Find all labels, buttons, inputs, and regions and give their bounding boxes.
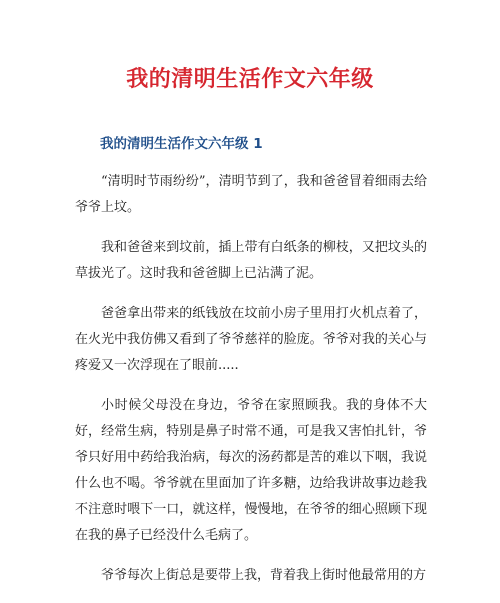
paragraph: “清明时节雨纷纷”，清明节到了，我和爸爸冒着细雨去给爷爷上坟。	[75, 174, 427, 215]
document-body	[75, 169, 427, 603]
document-title: 我的清明生活作文六年级	[126, 67, 374, 92]
section-heading: 我的清明生活作文六年级 1	[100, 136, 263, 152]
paragraph: 我和爸爸来到坟前，插上带有白纸条的柳枝，又把坟头的草拔光了。这时我和爸爸脚上已沾满了泥。	[75, 240, 427, 281]
paragraph: 爷爷每次上街总是要带上我，背着我上街时他最常用的方	[101, 568, 427, 583]
paragraph: 爸爸拿出带来的纸钱放在坟前小房子里用打火机点着了，在火光中我仿佛又看到了爷爷慈祥的脸庞。爷爷对我的关心与疼爱又一次浮现在了眼前.....	[75, 306, 427, 373]
paragraph: 小时候父母没在身边，爷爷在家照顾我。我的身体不大好，经常生病，特别是鼻子时常不通，可是我又害怕扎针，爷爷只好用中药给我治病，每次的汤药都是苦的难以下咽，我说什么也不喝。爷爷就在里面加了许多糖，边给我讲故事边趁我不注意时喂下一口，就这样，慢慢地，在爷爷的细心照顾下现在我的鼻子已经没什么毛病了。	[75, 398, 427, 543]
